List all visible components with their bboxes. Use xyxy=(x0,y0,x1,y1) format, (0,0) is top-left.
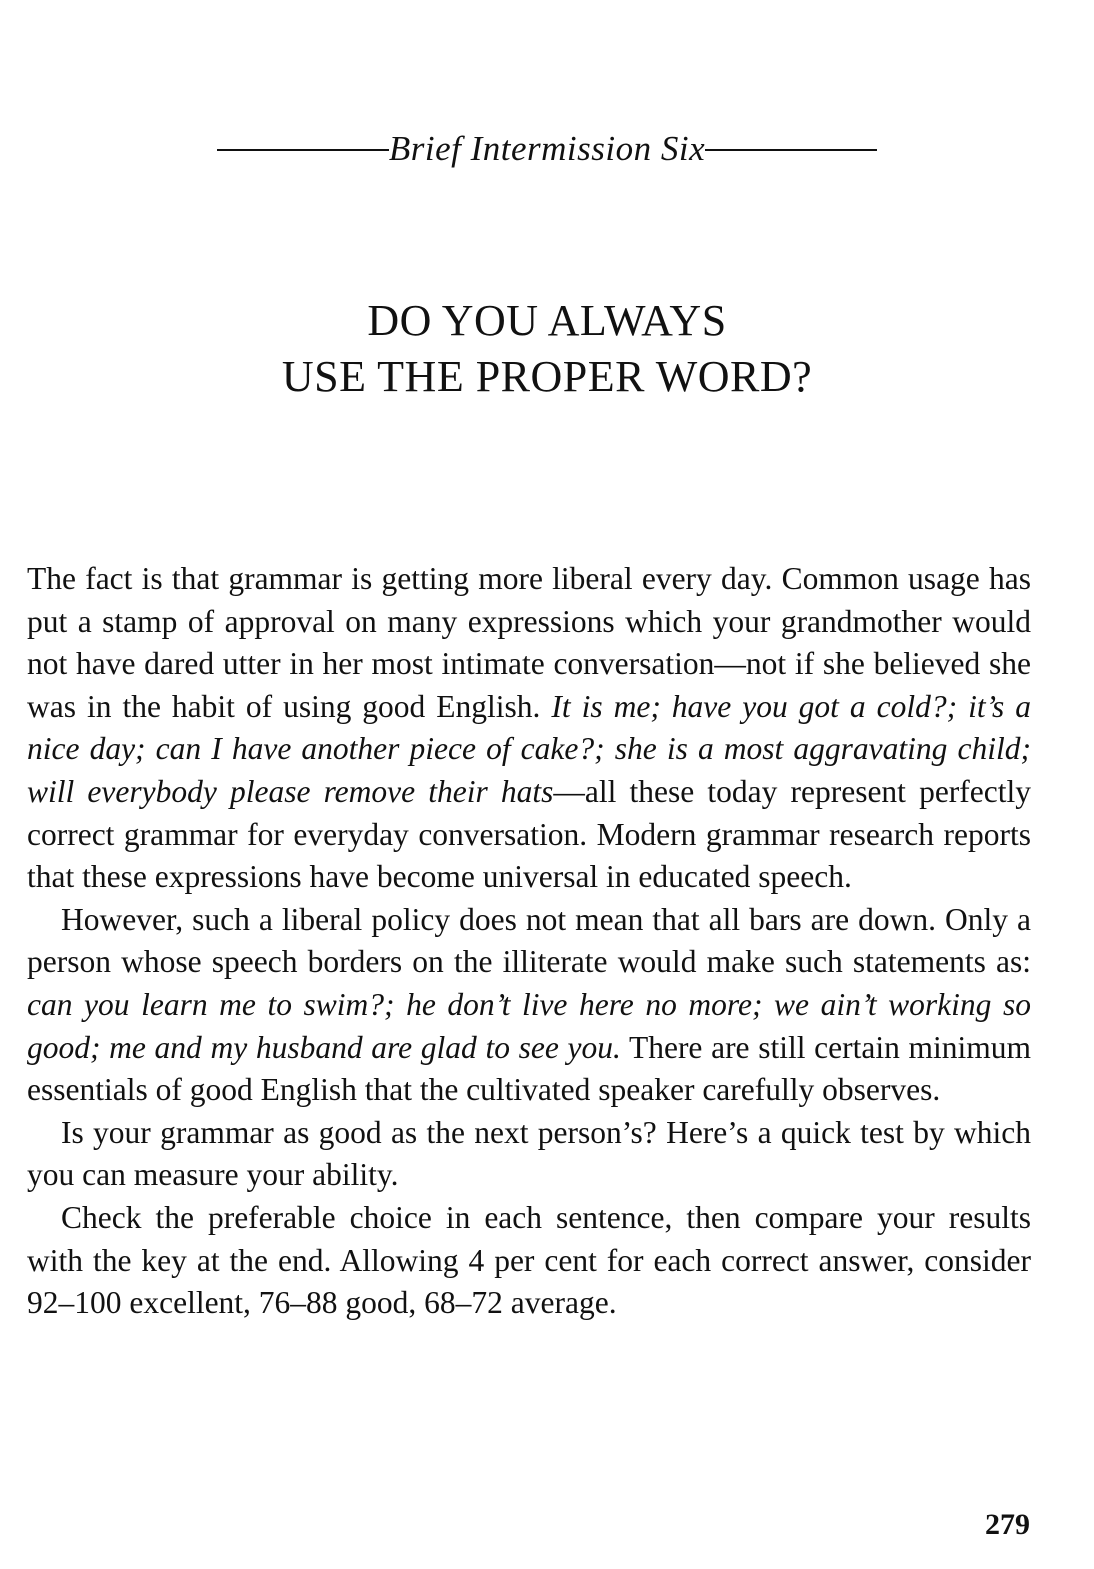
chapter-title xyxy=(0,293,1094,405)
paragraph-1-text-end: —all these today represent perfectly correct grammar for everyday conversation. Modern grammar research reports that these expressions have become universal in educated speech. xyxy=(27,773,1031,895)
chapter-title-line-1: DO YOU ALWAYS xyxy=(367,296,727,345)
paragraph-1 xyxy=(27,558,1031,899)
paragraph-2-italic-examples: can you learn me to swim?; he don’t live here no more; we ain’t working so good; me and my husband are glad to see you. xyxy=(27,986,1031,1065)
paragraph-2-text-end: There are still certain minimum essentials of good English that the cultivated speaker carefully observes. xyxy=(27,1029,1031,1108)
header-rule-right xyxy=(705,149,877,151)
section-header-text: Brief Intermission Six xyxy=(388,129,706,168)
paragraph-3 xyxy=(27,1112,1031,1197)
body-text xyxy=(27,558,1031,1325)
paragraph-4 xyxy=(27,1197,1031,1325)
chapter-title-line-2: USE THE PROPER WORD? xyxy=(281,352,813,401)
page-number: 279 xyxy=(985,1508,1030,1541)
header-rule-left xyxy=(217,149,389,151)
paragraph-4-text: Check the preferable choice in each sentence, then compare your results with the key at the end. Allowing 4 per cent for each correct answer, consider 92–100 excellent, 76–88 good, 68–72 average. xyxy=(27,1199,1031,1321)
paragraph-2-text: However, such a liberal policy does not mean that all bars are down. Only a person whose speech borders on the illiterate would make such statements as: xyxy=(27,901,1031,980)
section-header xyxy=(0,124,1094,174)
paragraph-3-text: Is your grammar as good as the next person’s? Here’s a quick test by which you can measure your ability. xyxy=(27,1114,1031,1193)
paragraph-1-italic-examples: It is me; have you got a cold?; it’s a nice day; can I have another piece of cake?; she is a most aggravating child; will everybody please remove their hats xyxy=(27,688,1031,809)
paragraph-1-text: The fact is that grammar is getting more liberal every day. Common usage has put a stamp of approval on many expressions which your grandmother would not have dared utter in her most intimate conversation—not if she believed she was in the habit of using good English. xyxy=(27,561,1031,724)
paragraph-2 xyxy=(27,899,1031,1112)
